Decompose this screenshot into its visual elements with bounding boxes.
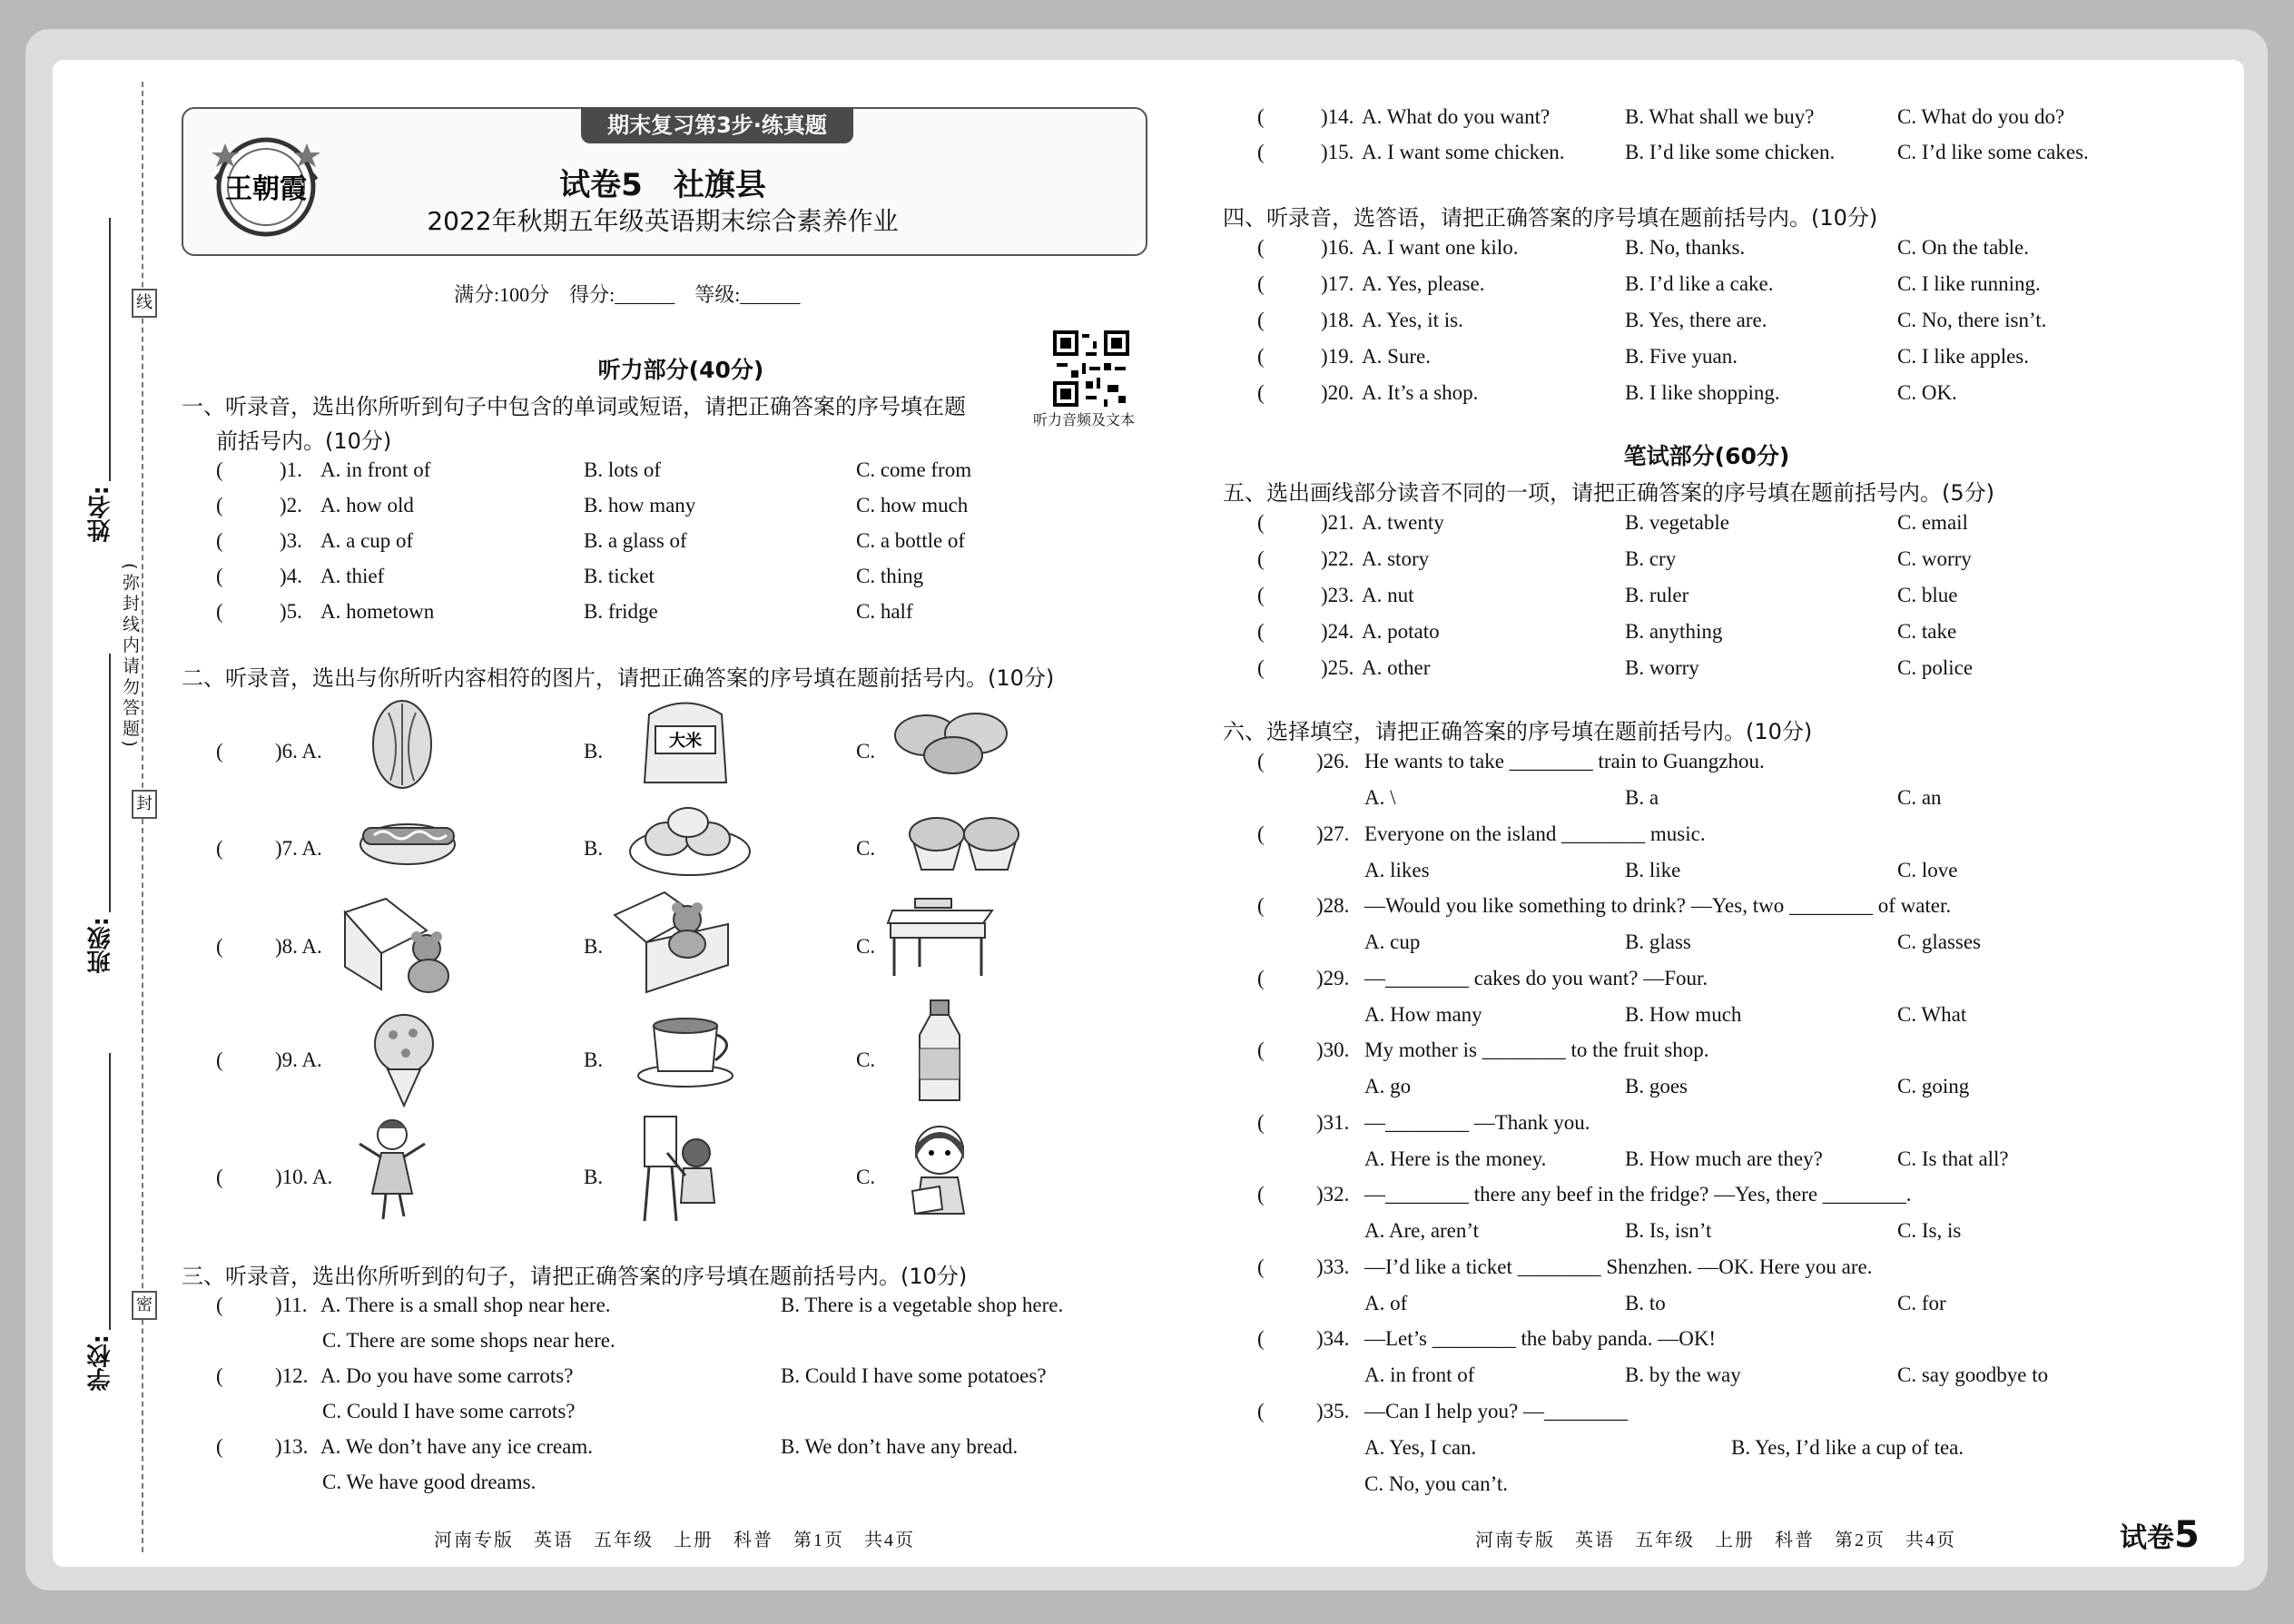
- name-label: 姓名:: [87, 486, 114, 543]
- rice-bag-image: [635, 692, 735, 792]
- question-text: —________ there any beef in the fridge? —Yes, there ________.: [1364, 1183, 1912, 1206]
- school-label: 学校:: [87, 1334, 114, 1392]
- s1-row: [216, 529, 1215, 558]
- option-c-label[interactable]: C.: [856, 1166, 876, 1188]
- answer-bracket[interactable]: (: [1257, 309, 1265, 331]
- s6-options: [1257, 1436, 2210, 1465]
- question-number: )3.: [280, 529, 302, 552]
- option-b[interactable]: B. ticket: [584, 565, 655, 587]
- option-a[interactable]: A. Yes, I can.: [1364, 1435, 1477, 1459]
- option-b[interactable]: B. a: [1625, 786, 1659, 809]
- option-a[interactable]: A. cup: [1364, 930, 1421, 953]
- s6-options-cont: [1257, 1472, 2074, 1501]
- s4-row: [1257, 309, 2256, 338]
- option-a[interactable]: A. hometown: [320, 600, 435, 623]
- option-c[interactable]: C. Is, is: [1897, 1219, 1962, 1242]
- option-c[interactable]: C. I’d like some cakes.: [1897, 141, 2089, 163]
- question-number: )24.: [1321, 620, 1354, 643]
- s4-row: [1257, 381, 2256, 410]
- question-number: )30.: [1316, 1038, 1350, 1061]
- answer-bracket[interactable]: (: [1257, 345, 1265, 368]
- option-b[interactable]: B. How much: [1625, 1002, 1742, 1026]
- option-a[interactable]: A. Are, aren’t: [1364, 1219, 1480, 1242]
- answer-bracket[interactable]: (: [216, 1435, 223, 1458]
- s4-row: [1257, 272, 2256, 301]
- paper-subtitle: 2022年秋期五年级英语期末综合素养作业: [427, 206, 899, 236]
- answer-bracket[interactable]: (: [1257, 547, 1265, 570]
- section1-heading: 一、听录音，选出你所听到句子中包含的单词或短语，请把正确答案的序号填在题: [182, 394, 966, 419]
- option-a[interactable]: A. likes: [1364, 858, 1430, 881]
- class-field[interactable]: [109, 654, 111, 912]
- question-number: )29.: [1316, 966, 1350, 989]
- bear-in-box-image: [610, 888, 737, 997]
- option-b-label[interactable]: B.: [584, 935, 604, 958]
- answer-bracket[interactable]: (: [1257, 750, 1265, 773]
- answer-bracket[interactable]: (: [216, 494, 223, 517]
- option-c[interactable]: C. come from: [856, 458, 972, 481]
- option-a[interactable]: A. Yes, please.: [1362, 272, 1485, 295]
- s2-row: [216, 1048, 1033, 1078]
- option-b[interactable]: B. goes: [1625, 1075, 1688, 1097]
- answer-bracket[interactable]: (: [216, 740, 223, 763]
- question-number: )31.: [1316, 1110, 1350, 1134]
- question-number: )27.: [1316, 822, 1350, 845]
- desk-image: [883, 894, 1001, 980]
- answer-bracket[interactable]: (: [1257, 1038, 1265, 1061]
- option-c[interactable]: C. No, you can’t.: [1364, 1471, 1509, 1495]
- s6-row: [1257, 967, 2210, 996]
- answer-bracket[interactable]: (: [1257, 894, 1265, 917]
- s6-row: [1257, 1255, 2210, 1284]
- paper-title: 试卷5 社旗县: [559, 167, 766, 203]
- option-b[interactable]: B. I’d like a cake.: [1625, 272, 1774, 295]
- option-a[interactable]: A. twenty: [1362, 511, 1444, 534]
- s3-row-cont: [216, 1329, 1033, 1358]
- paper-number-prefix: 试卷: [2120, 1522, 2174, 1554]
- option-a[interactable]: A. Here is the money.: [1364, 1147, 1547, 1170]
- section5-heading: 五、选出画线部分读音不同的一项，请把正确答案的序号填在题前括号内。(5分): [1223, 480, 1994, 506]
- question-number: )35.: [1316, 1399, 1350, 1422]
- s6-options: [1257, 1003, 2210, 1032]
- question-number: )11.: [275, 1294, 308, 1316]
- question-text: —________ cakes do you want? —Four.: [1364, 966, 1708, 989]
- answer-bracket[interactable]: (: [216, 1048, 223, 1071]
- s1-row: [216, 458, 1215, 487]
- option-a[interactable]: A. What do you want?: [1362, 105, 1551, 128]
- section3-heading: 三、听录音，选出你所听到的句子，请把正确答案的序号填在题前括号内。(10分): [182, 1264, 968, 1289]
- s6-row: [1257, 1327, 2210, 1356]
- question-number: )33.: [1316, 1255, 1350, 1278]
- qr-code[interactable]: [1053, 330, 1129, 407]
- question-number: )15.: [1321, 141, 1354, 163]
- cupcakes-image: [903, 802, 1026, 874]
- answer-bracket[interactable]: (: [1257, 966, 1265, 989]
- option-a[interactable]: A. How many: [1364, 1002, 1482, 1026]
- question-number: )8. A.: [275, 935, 322, 958]
- s5-row: [1257, 584, 2256, 613]
- s6-options: [1257, 1147, 2210, 1176]
- option-a[interactable]: A. Yes, it is.: [1362, 309, 1463, 331]
- option-b[interactable]: B. worry: [1625, 656, 1699, 679]
- option-c[interactable]: C. Could I have some carrots?: [322, 1400, 576, 1422]
- option-a[interactable]: A. in front of: [320, 458, 431, 481]
- option-c[interactable]: C. a bottle of: [856, 529, 966, 552]
- option-a[interactable]: A. thief: [320, 565, 385, 587]
- s6-options: [1257, 786, 2210, 815]
- cabbage-image: [361, 694, 443, 790]
- option-c[interactable]: C. thing: [856, 565, 924, 587]
- question-number: )5.: [280, 600, 302, 623]
- question-text: My mother is ________ to the fruit shop.: [1364, 1038, 1709, 1061]
- section4-heading: 四、听录音，选答语，请把正确答案的序号填在题前括号内。(10分): [1223, 205, 1878, 231]
- section-tag: 期末复习第3步·练真题: [581, 107, 853, 143]
- question-number: )16.: [1321, 236, 1354, 259]
- seal-mark: 封: [132, 790, 157, 819]
- option-b[interactable]: B. like: [1625, 858, 1681, 881]
- s6-row: [1257, 1038, 2210, 1068]
- dense-mark: 密: [132, 1291, 157, 1320]
- option-a[interactable]: A. nut: [1362, 584, 1414, 606]
- option-b[interactable]: B. Yes, I’d like a cup of tea.: [1731, 1435, 1964, 1459]
- question-number: )18.: [1321, 309, 1354, 331]
- option-b-label[interactable]: B.: [584, 1048, 604, 1071]
- option-c[interactable]: C. I like running.: [1897, 272, 2041, 295]
- answer-bracket[interactable]: (: [1257, 1110, 1265, 1134]
- question-number: )22.: [1321, 547, 1354, 570]
- option-c[interactable]: C. blue: [1897, 584, 1958, 606]
- s5-row: [1257, 511, 2256, 540]
- option-b[interactable]: B. by the way: [1625, 1363, 1741, 1386]
- name-field[interactable]: [109, 218, 111, 481]
- bottle-image: [912, 999, 967, 1106]
- option-c[interactable]: C. What do you do?: [1897, 105, 2065, 128]
- paper-number-value: 5: [2174, 1514, 2200, 1556]
- answer-bracket[interactable]: (: [216, 837, 223, 860]
- option-a[interactable]: A. Sure.: [1362, 345, 1432, 368]
- option-a[interactable]: A. I want one kilo.: [1362, 236, 1519, 259]
- option-a[interactable]: A. It’s a shop.: [1362, 381, 1479, 404]
- option-b-label[interactable]: B.: [584, 1166, 604, 1188]
- s3-row: [216, 1364, 1169, 1393]
- option-c[interactable]: C. for: [1897, 1291, 1946, 1314]
- girl-reading-image: [899, 1118, 985, 1218]
- s3r-row: [1257, 141, 2256, 170]
- option-b[interactable]: B. ruler: [1625, 584, 1689, 606]
- s6-row: [1257, 894, 2210, 923]
- option-a[interactable]: A. other: [1362, 656, 1431, 679]
- paper-number: [2120, 1514, 2200, 1556]
- option-a[interactable]: A. There is a small shop near here.: [320, 1294, 611, 1316]
- potatoes-image: [890, 708, 1017, 776]
- s3-row: [216, 1294, 1169, 1323]
- option-c[interactable]: C. police: [1897, 656, 1974, 679]
- section6-heading: 六、选择填空，请把正确答案的序号填在题前括号内。(10分): [1223, 719, 1813, 744]
- option-c[interactable]: C. glasses: [1897, 930, 1981, 953]
- score-line: 满分:100分 得分:______ 等级:______: [454, 283, 801, 306]
- option-b[interactable]: B. vegetable: [1625, 511, 1729, 534]
- option-a[interactable]: A. a cup of: [320, 529, 414, 552]
- option-a[interactable]: A. We don’t have any ice cream.: [320, 1435, 594, 1458]
- question-number: )21.: [1321, 511, 1354, 534]
- s6-row: [1257, 1400, 2210, 1429]
- question-text: —Can I help you? —________: [1364, 1399, 1629, 1422]
- answer-bracket[interactable]: (: [1257, 620, 1265, 643]
- s1-row: [216, 565, 1215, 594]
- option-a[interactable]: A. in front of: [1364, 1363, 1475, 1386]
- option-a[interactable]: A. I want some chicken.: [1362, 141, 1565, 163]
- hot-dog-image: [356, 801, 460, 873]
- answer-bracket[interactable]: (: [1257, 584, 1265, 606]
- answer-bracket[interactable]: (: [1257, 105, 1265, 128]
- answer-bracket[interactable]: (: [1257, 1327, 1265, 1350]
- answer-bracket[interactable]: (: [1257, 511, 1265, 534]
- question-number: )20.: [1321, 381, 1354, 404]
- option-a[interactable]: A. of: [1364, 1291, 1408, 1314]
- option-a[interactable]: A. go: [1364, 1075, 1412, 1097]
- option-b[interactable]: B. I like shopping.: [1625, 381, 1780, 404]
- section1-heading-cont: 前括号内。(10分): [216, 428, 392, 454]
- answer-bracket[interactable]: (: [1257, 272, 1265, 295]
- s5-row: [1257, 620, 2256, 649]
- option-b[interactable]: B. anything: [1625, 620, 1723, 643]
- s6-options: [1257, 1363, 2210, 1393]
- question-number: )28.: [1316, 894, 1350, 917]
- answer-bracket[interactable]: (: [1257, 1183, 1265, 1206]
- option-b[interactable]: B. There is a vegetable shop here.: [781, 1294, 1064, 1316]
- option-b-label[interactable]: B.: [584, 837, 604, 860]
- answer-bracket[interactable]: (: [1257, 141, 1265, 163]
- line-mark: 线: [132, 289, 157, 318]
- s3r-row: [1257, 105, 2256, 134]
- school-field[interactable]: [109, 1053, 111, 1330]
- option-a[interactable]: A. how old: [320, 494, 414, 517]
- option-b[interactable]: B. No, thanks.: [1625, 236, 1746, 259]
- listening-title: 听力部分(40分): [597, 357, 764, 383]
- footer-left: 河南专版 英语 五年级 上册 科普 第1页 共4页: [434, 1530, 915, 1550]
- option-c[interactable]: C. worry: [1897, 547, 1972, 570]
- s3-row: [216, 1435, 1169, 1464]
- option-b[interactable]: B. How much are they?: [1625, 1147, 1823, 1170]
- logo-text: 王朝霞: [225, 173, 307, 205]
- question-number: )6. A.: [275, 740, 322, 763]
- question-text: He wants to take ________ train to Guangzhou.: [1364, 750, 1765, 773]
- option-b[interactable]: B. Five yuan.: [1625, 345, 1738, 368]
- writing-title: 笔试部分(60分): [1623, 443, 1790, 469]
- option-a[interactable]: A. Do you have some carrots?: [320, 1364, 574, 1387]
- option-b-label[interactable]: B.: [584, 740, 604, 763]
- option-b[interactable]: B. to: [1625, 1291, 1666, 1314]
- option-a[interactable]: A. story: [1362, 547, 1430, 570]
- answer-bracket[interactable]: (: [216, 935, 223, 958]
- answer-bracket[interactable]: (: [216, 565, 223, 587]
- option-c[interactable]: C. No, there isn’t.: [1897, 309, 2047, 331]
- s6-options: [1257, 930, 2210, 960]
- option-b[interactable]: B. I’d like some chicken.: [1625, 141, 1836, 163]
- option-b[interactable]: B. lots of: [584, 458, 661, 481]
- option-c[interactable]: C. I like apples.: [1897, 345, 2029, 368]
- dancing-girl-image: [354, 1112, 431, 1221]
- s6-row: [1257, 1111, 2210, 1140]
- footer-right: 河南专版 英语 五年级 上册 科普 第2页 共4页: [1475, 1530, 1956, 1550]
- question-number: )2.: [280, 494, 302, 517]
- option-b[interactable]: B. cry: [1625, 547, 1677, 570]
- option-b[interactable]: B. a glass of: [584, 529, 687, 552]
- answer-bracket[interactable]: (: [216, 458, 223, 481]
- ice-cream-image: [368, 1008, 440, 1107]
- question-number: )1.: [280, 458, 302, 481]
- question-number: )7. A.: [275, 837, 322, 860]
- s6-row: [1257, 822, 2210, 851]
- question-text: —Let’s ________ the baby panda. —OK!: [1364, 1327, 1717, 1350]
- question-text: —Would you like something to drink? —Yes, two ________ of water.: [1364, 894, 1952, 917]
- s3-row-cont: [216, 1400, 1033, 1429]
- option-c[interactable]: C. say goodbye to: [1897, 1363, 2049, 1386]
- option-c[interactable]: C. There are some shops near here.: [322, 1329, 615, 1352]
- option-c[interactable]: C. half: [856, 600, 913, 623]
- s5-row: [1257, 547, 2256, 576]
- question-number: )25.: [1321, 656, 1354, 679]
- option-c-label[interactable]: C.: [856, 1048, 876, 1071]
- answer-bracket[interactable]: (: [1257, 381, 1265, 404]
- s6-options: [1257, 1292, 2210, 1321]
- question-text: Everyone on the island ________ music.: [1364, 822, 1706, 845]
- option-c[interactable]: C. how much: [856, 494, 969, 517]
- question-number: )23.: [1321, 584, 1354, 606]
- bear-beside-box-image: [340, 894, 463, 994]
- answer-bracket[interactable]: (: [216, 1166, 223, 1188]
- s5-row: [1257, 656, 2256, 685]
- s1-row: [216, 494, 1215, 523]
- option-c[interactable]: C. On the table.: [1897, 236, 2029, 259]
- s3-row-cont: [216, 1471, 1033, 1500]
- option-c-label[interactable]: C.: [856, 837, 876, 860]
- option-c[interactable]: C. What: [1897, 1002, 1967, 1026]
- option-b[interactable]: B. fridge: [584, 600, 658, 623]
- option-c[interactable]: C. love: [1897, 858, 1958, 881]
- answer-bracket[interactable]: (: [216, 529, 223, 552]
- answer-bracket[interactable]: (: [1257, 1255, 1265, 1278]
- option-b[interactable]: B. Is, isn’t: [1625, 1219, 1712, 1242]
- question-number: )10. A.: [275, 1166, 333, 1188]
- option-c[interactable]: C. OK.: [1897, 381, 1957, 404]
- question-number: )17.: [1321, 272, 1354, 295]
- option-b[interactable]: B. how many: [584, 494, 696, 517]
- question-number: )9. A.: [275, 1048, 322, 1071]
- girl-painting-image: [640, 1112, 722, 1225]
- s1-row: [216, 600, 1215, 629]
- option-c[interactable]: C. an: [1897, 786, 1942, 809]
- answer-bracket[interactable]: (: [1257, 236, 1265, 259]
- rice-label: 大米: [669, 732, 702, 751]
- answer-bracket[interactable]: (: [216, 1364, 223, 1387]
- answer-bracket[interactable]: (: [1257, 656, 1265, 679]
- answer-bracket[interactable]: (: [1257, 1399, 1265, 1422]
- option-a[interactable]: A. \: [1364, 786, 1396, 809]
- question-number: )32.: [1316, 1183, 1350, 1206]
- option-c[interactable]: C. We have good dreams.: [322, 1471, 537, 1493]
- option-b[interactable]: B. glass: [1625, 930, 1691, 953]
- option-c[interactable]: C. going: [1897, 1075, 1970, 1097]
- answer-bracket[interactable]: (: [216, 600, 223, 623]
- answer-bracket[interactable]: (: [216, 1294, 223, 1316]
- question-number: )13.: [275, 1435, 309, 1458]
- qr-caption: 听力音频及文本: [1033, 413, 1136, 428]
- option-c[interactable]: C. email: [1897, 511, 1968, 534]
- coffee-cup-image: [635, 1008, 744, 1089]
- question-number: )34.: [1316, 1327, 1350, 1350]
- option-b[interactable]: B. What shall we buy?: [1625, 105, 1815, 128]
- option-b[interactable]: B. Yes, there are.: [1625, 309, 1767, 331]
- bread-plate-image: [626, 799, 753, 881]
- question-number: )12.: [275, 1364, 309, 1387]
- s6-row: [1257, 1183, 2210, 1212]
- section2-heading: 二、听录音，选出与你所听内容相符的图片，请把正确答案的序号填在题前括号内。(10分): [182, 665, 1055, 691]
- question-text: —________ —Thank you.: [1364, 1110, 1590, 1134]
- question-number: )26.: [1316, 750, 1350, 773]
- s6-options: [1257, 1075, 2210, 1104]
- option-c[interactable]: C. take: [1897, 620, 1957, 643]
- option-c-label[interactable]: C.: [856, 740, 876, 763]
- s4-row: [1257, 345, 2256, 374]
- option-c[interactable]: C. Is that all?: [1897, 1147, 2009, 1170]
- s6-row: [1257, 750, 2210, 779]
- s6-options: [1257, 859, 2210, 888]
- s6-options: [1257, 1219, 2210, 1248]
- answer-bracket[interactable]: (: [1257, 822, 1265, 845]
- option-b[interactable]: B. We don’t have any bread.: [781, 1435, 1019, 1458]
- option-b[interactable]: B. Could I have some potatoes?: [781, 1364, 1047, 1387]
- seal-note: (弥封线内请勿答题): [120, 563, 140, 751]
- question-text: —I’d like a ticket ________ Shenzhen. —OK. Here you are.: [1364, 1255, 1873, 1278]
- question-number: )4.: [280, 565, 302, 587]
- s4-row: [1257, 236, 2256, 265]
- question-number: )19.: [1321, 345, 1354, 368]
- option-c-label[interactable]: C.: [856, 935, 876, 958]
- class-label: 班级:: [87, 917, 114, 974]
- option-a[interactable]: A. potato: [1362, 620, 1440, 643]
- question-number: )14.: [1321, 105, 1354, 128]
